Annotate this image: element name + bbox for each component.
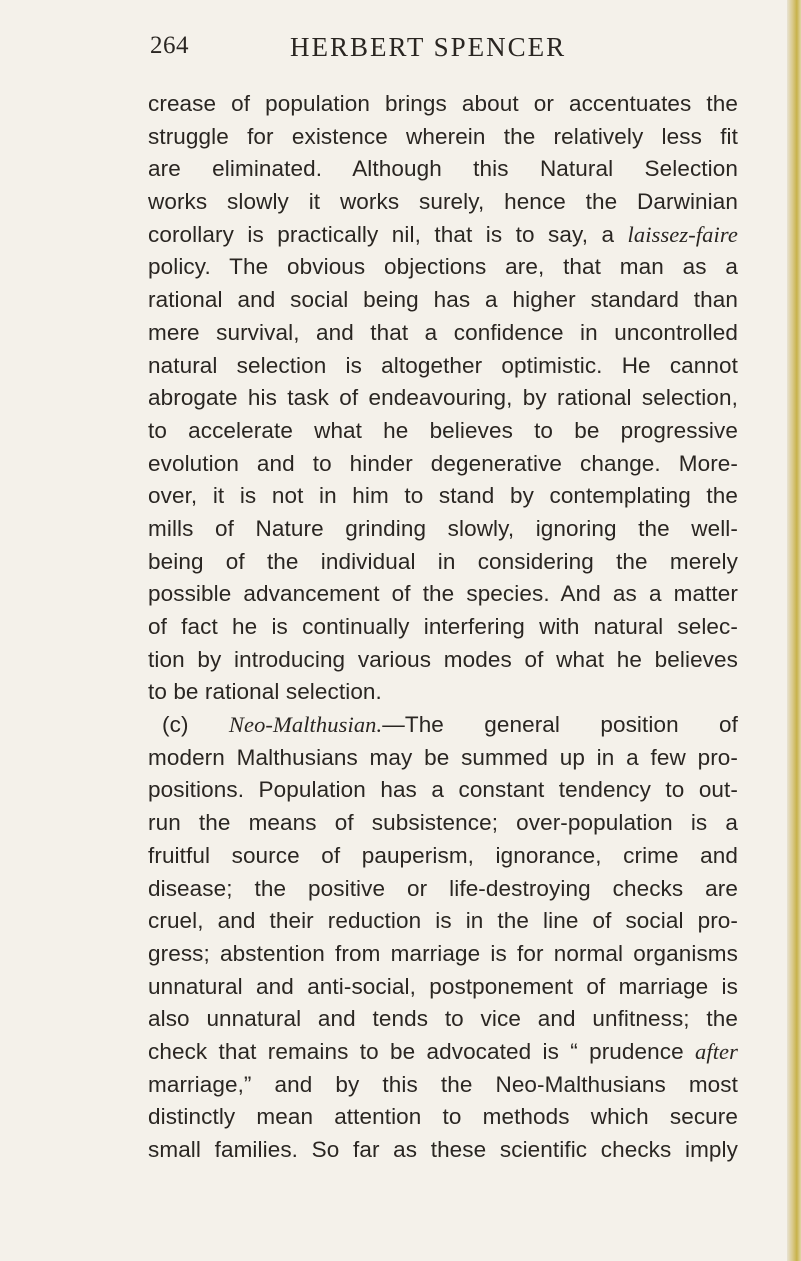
text-line: rational and social being has a higher standard than [148,287,738,313]
italic-term: laissez-faire [627,221,738,247]
running-head: HERBERT SPENCER [290,32,567,62]
text-line: gress; abstention from marriage is for normal organisms [148,940,738,966]
text-line: disease; the positive or life-destroying checks are [148,875,738,901]
text-line: are eliminated. Although this Natural Selection [148,156,738,182]
text-line: fruitful source of pauperism, ignorance, crime and [148,842,738,868]
text-line: struggle for existence wherein the relatively less fit [148,123,738,149]
text-line: run the means of subsistence; over-population is a [148,810,738,836]
text-line: abrogate his task of endeavouring, by rational selection, [148,385,738,411]
text-segment: check that remains to be advocated is “ prudence [148,1038,695,1064]
text-line: positions. Population has a constant tendency to out- [148,777,738,803]
text-line [148,219,738,252]
text-line [148,709,738,742]
text-line: small families. So far as these scientific checks imply [148,1137,738,1162]
body-text [148,88,738,1167]
page-edge [787,0,801,1261]
text-line: works slowly it works surely, hence the Darwinian [148,189,738,215]
text-segment: corollary is practically nil, that is to say, a [148,221,628,247]
text-line: evolution and to hinder degenerative change. More- [148,450,738,476]
text-line: cruel, and their reduction is in the line of social pro- [148,908,738,934]
text-line: modern Malthusians may be summed up in a few pro- [148,744,738,770]
text-line: mills of Nature grinding slowly, ignoring the well- [148,515,738,541]
section-heading: Neo-Malthusian. [228,712,383,738]
text-line: over, it is not in him to stand by contemplating the [148,483,738,509]
text-line: tion by introducing various modes of what he believes [148,646,738,672]
text-line: unnatural and anti-social, postponement of marriage is [148,973,738,999]
text-line: to accelerate what he believes to be progressive [148,417,738,443]
text-line: natural selection is altogether optimistic. He cannot [148,352,738,378]
text-line [148,1036,738,1069]
page-number: 264 [150,32,189,59]
italic-term: after [695,1038,738,1064]
text-line: crease of population brings about or accentuates the [148,91,738,116]
text-line: possible advancement of the species. And as a matter [148,581,738,607]
text-line: of fact he is continually interfering with natural selec- [148,614,738,639]
text-line: marriage,” and by this the Neo-Malthusians most [148,1071,738,1097]
text-line: to be rational selection. [148,679,382,705]
text-line: policy. The obvious objections are, that man as a [148,254,738,280]
text-line: also unnatural and tends to vice and unfitness; the [148,1006,738,1032]
text-line: distinctly mean attention to methods which secure [148,1104,738,1130]
text-line: being of the individual in considering the merely [148,548,738,574]
page-header [150,32,750,68]
text-line: mere survival, and that a confidence in uncontrolled [148,319,738,345]
text-segment: (c) [162,712,229,738]
text-segment: —The general position of [382,712,738,738]
